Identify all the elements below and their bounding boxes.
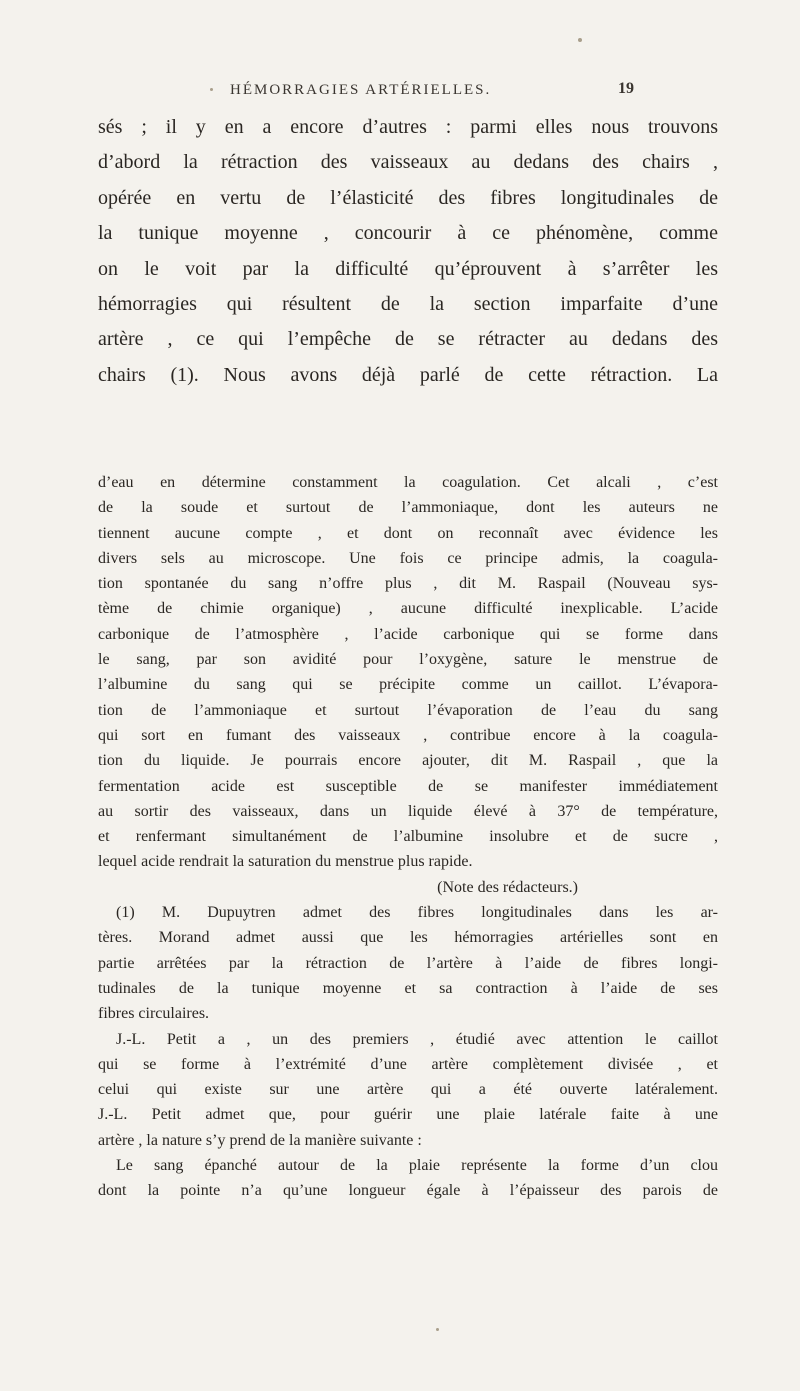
footnote-line: et renfermant simultanément de l’albumine insolubre et de sucre ,: [98, 828, 718, 846]
paper-speck: [436, 1328, 439, 1331]
footnote-continuation: [98, 470, 718, 900]
footnote-line: (1) M. Dupuytren admet des fibres longitudinales dans les ar-: [116, 904, 718, 922]
main-line: d’abord la rétraction des vaisseaux au dedans des chairs ,: [98, 151, 718, 174]
footnote-line: le sang, par son avidité pour l’oxygène, sature le menstrue de: [98, 651, 718, 669]
footnote-line: lequel acide rendrait la saturation du menstrue plus rapide.: [98, 853, 473, 871]
main-line: opérée en vertu de l’élasticité des fibres longitudinales de: [98, 186, 718, 209]
running-head: HÉMORRAGIES ARTÉRIELLES.: [230, 82, 492, 98]
main-line: artère , ce qui l’empêche de se rétracter au dedans des: [98, 328, 718, 351]
footnote-line: tiennent aucune compte , et dont on reconnaît avec évidence les: [98, 524, 718, 542]
footnote-line: fibres circulaires.: [98, 1005, 210, 1023]
main-line: on le voit par la difficulté qu’éprouvent à s’arrêter les: [98, 257, 718, 280]
footnote-line: divers sels au microscope. Une fois ce principe admis, la coagula-: [98, 549, 718, 567]
footnotes: [98, 470, 718, 1204]
footnote-line: de la soude et surtout de l’ammoniaque, dont les auteurs ne: [98, 499, 718, 517]
main-line: sés ; il y en a encore d’autres : parmi elles nous trouvons: [98, 116, 718, 138]
footnote-line: tion spontanée du sang n’offre plus , dit M. Raspail (Nouveau sys-: [98, 575, 718, 593]
main-line: hémorragies qui résultent de la section imparfaite d’une: [98, 293, 718, 316]
footnote-line: celui qui existe sur une artère qui a été ouverte latéralement.: [98, 1081, 718, 1099]
footnote-line: l’albumine du sang qui se précipite comme un caillot. L’évapora-: [98, 676, 718, 694]
footnote-petit: [98, 1027, 718, 1204]
main-line: chairs (1). Nous avons déjà parlé de cette rétraction. La: [98, 363, 718, 386]
main-line: la tunique moyenne , concourir à ce phénomène, comme: [98, 222, 718, 245]
footnote-line: J.-L. Petit a , un des premiers , étudié avec attention le caillot: [116, 1030, 718, 1048]
footnote-line: tères. Morand admet aussi que les hémorragies artérielles sont en: [98, 929, 718, 947]
footnote-line: Le sang épanché autour de la plaie représente la forme d’un clou: [116, 1157, 718, 1175]
footnote-line: tème de chimie organique) , aucune difficulté inexplicable. L’acide: [98, 600, 718, 618]
page-number: 19: [618, 80, 634, 97]
paper-speck: [210, 88, 213, 91]
footnote-line: qui se forme à l’extrémité d’une artère complètement divisée , et: [98, 1055, 718, 1073]
footnote-line: tion de l’ammoniaque et surtout l’évaporation de l’eau du sang: [98, 701, 718, 719]
editors-note: (Note des rédacteurs.): [437, 878, 578, 896]
footnote-line: partie arrêtées par la rétraction de l’artère à l’aide de fibres longi-: [98, 954, 718, 972]
footnote-line: d’eau en détermine constamment la coagulation. Cet alcali , c’est: [98, 474, 718, 491]
footnote-line: artère , la nature s’y prend de la manière suivante :: [98, 1131, 422, 1149]
footnote-line: J.-L. Petit admet que, pour guérir une plaie latérale faite à une: [98, 1106, 718, 1124]
footnote-line: fermentation acide est susceptible de se manifester immédiatement: [98, 777, 718, 795]
footnote-line: tion du liquide. Je pourrais encore ajouter, dit M. Raspail , que la: [98, 752, 718, 770]
footnote-line: carbonique de l’atmosphère , l’acide carbonique qui se forme dans: [98, 625, 718, 643]
main-paragraph: [98, 110, 718, 393]
footnote-line: au sortir des vaisseaux, dans un liquide élevé à 37° de température,: [98, 802, 718, 820]
footnote-line: dont la pointe n’a qu’une longueur égale à l’épaisseur des parois de: [98, 1182, 718, 1200]
footnote-line: tudinales de la tunique moyenne et sa contraction à l’aide de ses: [98, 979, 718, 997]
footnote-line: qui sort en fumant des vaisseaux , contribue encore à la coagula-: [98, 726, 718, 744]
paper-speck: [578, 38, 582, 42]
footnote-1: [98, 900, 718, 1026]
